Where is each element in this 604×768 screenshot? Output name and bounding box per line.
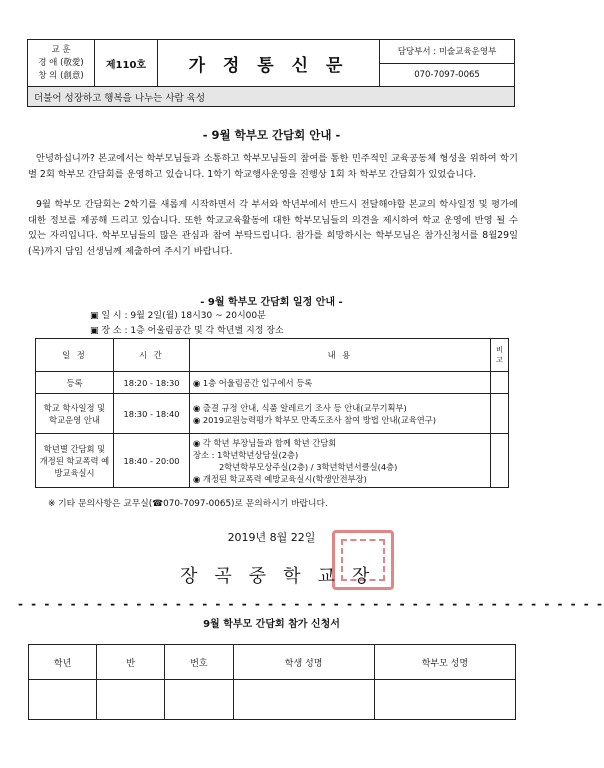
motto-line-2: 창 의 (創意) (38, 70, 84, 81)
remarks-cell (491, 372, 509, 394)
content-line: ◉ 1층 어울림공간 입구에서 등록 (193, 377, 313, 388)
number-header: 번호 (165, 645, 233, 680)
parent-name-header: 학부모 성명 (374, 645, 515, 680)
content-line: ◉ 개정된 학교폭력 예방교육실시(학생안전부장) (193, 473, 367, 484)
class-header: 반 (97, 645, 165, 680)
issue-date: 2019년 8월 22일 (227, 531, 316, 544)
grade-field[interactable] (29, 680, 97, 720)
phone-number: 070-7097-0065 (414, 69, 480, 80)
content-line: 2학년학부모상주실(2층) / 3학년학년서클실(4층) (219, 461, 398, 472)
remarks-cell (491, 434, 509, 488)
principal-signature: 장곡중학교장 (180, 566, 387, 587)
time-cell: 18:20 - 18:30 (114, 372, 190, 394)
cut-line: - - - - - - - - - - - - - - - - - - - - - - - - - - - - - - - - - - - - - - - - - - - - - (18, 597, 604, 611)
newsletter-title: 가 정 통 신 문 (158, 40, 380, 86)
grade-header: 학년 (29, 645, 97, 680)
header-remarks: 비고 (491, 339, 509, 372)
contact-box (380, 40, 514, 86)
table-row (36, 434, 509, 488)
number-field[interactable] (165, 680, 233, 720)
newsletter-header (27, 39, 515, 87)
parent-name-field[interactable] (374, 680, 515, 720)
form-header-row (29, 645, 516, 680)
content-line: 장소 : 1학년학년상담실(2층) (193, 449, 299, 460)
details-paragraph: 9월 학부모 간담회는 2학기를 새롭게 시작하면서 각 부서와 학년부에서 반드시 전달해야할 본교의 학사일정 및 평가에 대한 정보를 제공해 드리고 있습니다. 또한 학교교육활동에 대한 학부모님들의 의견을 제시하여 학교 운영에 반영 될 수 있는 자리입니다. 학부모님들의 많은 관심과 참여 부탁드립니다. 참가를 희망하시는 학부모님은 참가신청서를 8월29일(목)까지 담임 선생님께 제출하여 주시기 바랍니다. (28, 199, 518, 257)
time-cell: 18:30 - 18:40 (114, 394, 190, 434)
inquiry-note: ※ 기타 문의사항은 교무실(☎070-7097-0065)로 문의하시기 바랍니다. (48, 499, 328, 509)
header-time: 시 간 (114, 339, 190, 372)
table-row (36, 394, 509, 434)
issue-number: 제110호 (95, 40, 158, 86)
content-line: ◉ 출결 규정 안내, 식품 알레르기 조사 등 안내(교무기획부) (193, 402, 407, 413)
form-input-row (29, 680, 516, 720)
event-cell: 학년별 간담회 및 개정된 학교폭력 예방교육실시 (36, 434, 114, 488)
motto-line-1: 경 애 (敬愛) (38, 57, 84, 68)
school-motto (28, 40, 95, 86)
schedule-header-row (36, 339, 509, 372)
header-content: 내 용 (190, 339, 491, 372)
student-name-header: 학생 성명 (233, 645, 374, 680)
application-title: 9월 학부모 간담회 참가 신청서 (203, 619, 340, 630)
event-cell: 등록 (36, 372, 114, 394)
table-row (36, 372, 509, 394)
application-form (28, 644, 516, 720)
motto-label: 교 훈 (51, 44, 71, 55)
header-event: 일 정 (36, 339, 114, 372)
notice-title: - 9월 학부모 간담회 안내 - (202, 128, 341, 142)
content-cell (190, 434, 491, 488)
class-field[interactable] (97, 680, 165, 720)
event-cell: 학교 학사일정 및 학교운영 안내 (36, 394, 114, 434)
content-line: ◉ 2019교원능력평가 학부모 만족도조사 참여 방법 안내(교육연구) (193, 414, 437, 425)
schedule-title: - 9월 학부모 간담회 일정 안내 - (200, 297, 343, 308)
content-cell (190, 394, 491, 434)
time-cell: 18:40 - 20:00 (114, 434, 190, 488)
school-slogan: 더불어 성장하고 행복을 나누는 사람 육성 (27, 87, 515, 107)
department: 담당부서 : 미술교육운영부 (380, 40, 514, 64)
schedule-datetime: ▣ 일 시 : 9월 2일(월) 18시30 ~ 20시00분 (90, 311, 266, 321)
remarks-cell (491, 394, 509, 434)
student-name-field[interactable] (233, 680, 374, 720)
schedule-place: ▣ 장 소 : 1층 어울림공간 및 각 학년별 지정 장소 (90, 326, 284, 336)
schedule-table (35, 338, 509, 488)
content-line: ◉ 각 학년 부장님들과 함께 학년 간담회 (193, 437, 337, 448)
content-cell (190, 372, 491, 394)
intro-paragraph: 안녕하십니까? 본교에서는 학부모님들과 소통하고 학부모님들의 참여를 통한 민주적인 교육공동체 형성을 위하여 학기별 2회 학부모 간담회를 운영하고 있습니다. 1학기 학교행사운영을 진행상 1회 차 학부모 간담회가 있었습니다. (28, 153, 518, 180)
